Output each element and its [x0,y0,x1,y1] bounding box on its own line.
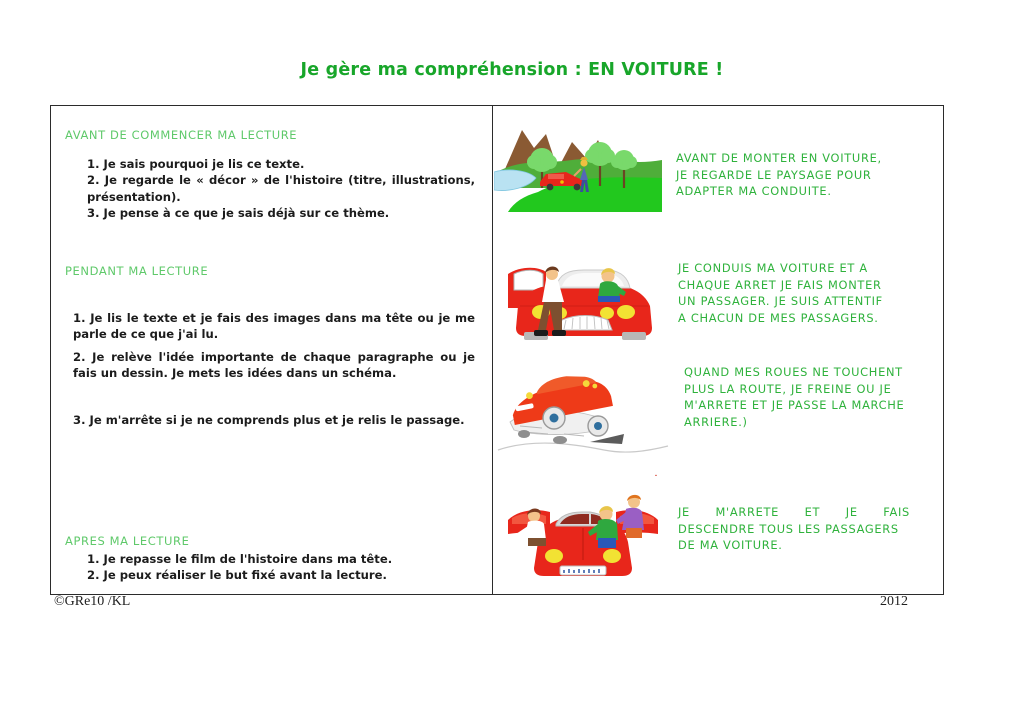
caption-row-1 [676,150,882,200]
list-item: 2. Je peux réaliser le but fixé avant la lecture. [87,568,387,583]
wheel-icon [543,407,565,429]
section-after-reading [65,534,477,584]
caption-line: CHAQUE ARRET JE FAIS MONTER [678,277,882,292]
list-item: 3. Je pense à ce que je sais déjà sur ce thème. [87,206,390,221]
list-item: 1. Je sais pourquoi je lis ce texte. [87,157,305,171]
right-column [494,106,943,594]
list-item: 2. Je relève l'idée importante de chaque paragraphe ou je fais un dessin. Je mets les idées dans un schéma. [73,349,475,381]
caption-line [678,504,910,521]
car-with-passengers-exiting-illustration [494,476,672,586]
caption-line: JE REGARDE LE PAYSAGE POUR [676,167,872,182]
caption-line: AVANT DE MONTER EN VOITURE, [676,151,882,165]
section-items-after [65,551,477,584]
caption-line: DE MA VOITURE. [678,538,783,553]
wheel-icon [588,416,608,436]
content-frame [50,105,944,595]
red-car-with-passenger-illustration [494,246,672,354]
left-column [51,106,492,594]
list-item: 3. Je m'arrête si je ne comprends plus et je relis le passage. [73,412,465,427]
caption-line: PLUS LA ROUTE, JE FREINE OU JE [684,381,892,396]
car-passenger-svg [494,246,672,354]
list-item: 2. Je regarde le « décor » de l'histoire (titre, illustrations, présentation). [87,173,475,204]
caption-line: QUAND MES ROUES NE TOUCHENT [684,365,903,379]
caption-line: ARRIERE.) [684,414,748,429]
section-heading-after: APRES MA LECTURE [65,534,190,548]
footer-copyright: ©GRe10 /KL [54,594,131,609]
caption-word: ET [804,505,821,519]
caption-row-2 [678,260,883,326]
caption-word: JE [678,505,690,519]
car-exit-svg [494,476,672,586]
caption-word: JE [845,505,858,519]
list-item: 1. Je repasse le film de l'histoire dans ma tête. [87,552,393,566]
caption-line: A CHACUN DE MES PASSAGERS. [678,310,879,325]
list-item: 1. Je lis le texte et je fais des images dans ma tête ou je me parle de ce que j'ai lu. [73,311,475,342]
footer-year: 2012 [880,594,908,609]
landscape-with-car-illustration [494,114,662,222]
illustration-row-2 [494,246,943,354]
section-before-reading [65,128,477,222]
caption-line: DESCENDRE TOUS LES PASSAGERS [678,521,899,536]
illustration-row-1 [494,114,943,222]
section-items-before [65,156,477,222]
caption-line: UN PASSAGER. JE SUIS ATTENTIF [678,294,883,309]
section-items-during-2 [65,349,477,382]
caption-row-3 [684,364,904,430]
section-heading-during: PENDANT MA LECTURE [65,264,209,278]
caption-line: M'ARRETE ET JE PASSE LA MARCHE [684,398,905,413]
section-items-during-3 [65,412,477,428]
car-jump-svg [494,364,672,472]
caption-line: JE CONDUIS MA VOITURE ET A [678,261,868,275]
column-divider [492,106,493,594]
caption-word: FAIS [883,505,910,519]
section-heading-before: AVANT DE COMMENCER MA LECTURE [65,128,298,142]
section-items-during [65,310,477,343]
page-title: Je gère ma compréhension : EN VOITURE ! [300,60,724,80]
illustration-row-4 [494,476,943,586]
section-during-reading [65,264,477,428]
caption-line: ADAPTER MA CONDUITE. [676,184,832,199]
caption-word: M'ARRETE [715,505,780,519]
landscape-svg [494,114,662,222]
caption-row-4 [678,504,910,554]
